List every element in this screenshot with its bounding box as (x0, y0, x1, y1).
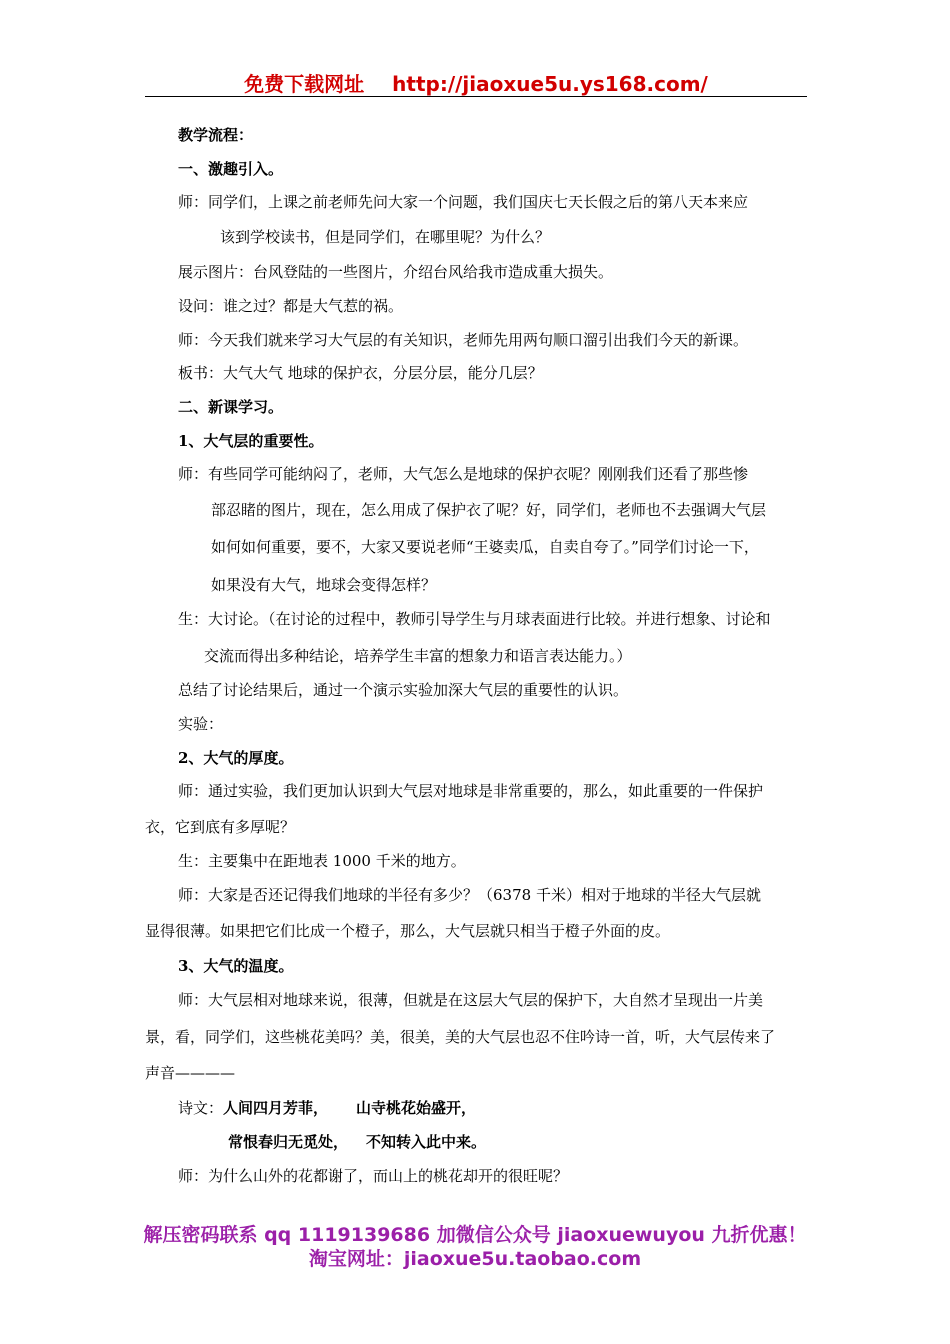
paragraph-line: 部忍睹的图片，现在，怎么用成了保护衣了呢？好，同学们，老师也不去强调大气层 (211, 501, 767, 519)
header-label: 免费下载网址 (244, 72, 365, 96)
poem-line-2 (228, 1132, 486, 1152)
paragraph-line: 景，看，同学们，这些桃花美吗？美，很美，美的大气层也忍不住吟诗一首，听，大气层传来了 (145, 1028, 776, 1046)
section-heading: 1、大气层的重要性。 (178, 432, 324, 450)
paragraph-line: 显得很薄。如果把它们比成一个橙子，那么，大气层就只相当于橙子外面的皮。 (145, 922, 671, 940)
paragraph-line: 师：通过实验，我们更加认识到大气层对地球是非常重要的，那么，如此重要的一件保护 (178, 782, 764, 800)
poem-verse-2b: 不知转入此中来。 (366, 1133, 487, 1151)
paragraph-line: 师：大家是否还记得我们地球的半径有多少？（6378 千米）相对于地球的半径大气层就 (178, 886, 761, 904)
section-heading: 二、新课学习。 (178, 398, 284, 416)
header-url-link[interactable]: http://jiaoxue5u.ys168.com/ (392, 72, 708, 96)
header-divider (145, 96, 807, 97)
paragraph-line: 师：同学们，上课之前老师先问大家一个问题，我们国庆七天长假之后的第八天本来应 (178, 193, 749, 211)
paragraph-line: 如果没有大气，地球会变得怎样？ (211, 576, 437, 594)
poem-verse-1a: 人间四月芳菲， (223, 1099, 329, 1117)
paragraph-line: 师：大气层相对地球来说，很薄，但就是在这层大气层的保护下，大自然才呈现出一片美 (178, 991, 764, 1009)
section-heading: 2、大气的厚度。 (178, 749, 294, 767)
section-heading: 一、激趣引入。 (178, 160, 284, 178)
paragraph-last: 师：为什么山外的花都谢了，而山上的桃花却开的很旺呢？ (178, 1167, 569, 1185)
paragraph-line: 总结了讨论结果后，通过一个演示实验加深大气层的重要性的认识。 (178, 681, 629, 699)
section-heading: 教学流程： (178, 126, 254, 144)
poem-label: 诗文： (178, 1099, 224, 1117)
paragraph-line: 实验： (178, 715, 224, 733)
footer-contact: 解压密码联系 qq 1119139686 加微信公众号 jiaoxuewuyou 九折优惠！ (143, 1224, 807, 1246)
poem-verse-2a: 常恨春归无觅处， (228, 1133, 349, 1151)
header-banner (145, 68, 807, 94)
paragraph-line: 该到学校读书，但是同学们，在哪里呢？为什么？ (220, 228, 551, 246)
paragraph-line: 衣，它到底有多厚呢？ (145, 818, 296, 836)
paragraph-line: 展示图片：台风登陆的一些图片，介绍台风给我市造成重大损失。 (178, 263, 614, 281)
footer-shop-url: 淘宝网址：jiaoxue5u.taobao.com (308, 1248, 642, 1270)
section-heading: 3、大气的温度。 (178, 957, 294, 975)
paragraph-line: 声音———— (145, 1064, 236, 1082)
paragraph-line: 设问：谁之过？都是大气惹的祸。 (178, 297, 404, 315)
paragraph-line: 师：今天我们就来学习大气层的有关知识，老师先用两句顺口溜引出我们今天的新课。 (178, 331, 749, 349)
paragraph-line: 生：大讨论。（在讨论的过程中，教师引导学生与月球表面进行比较。并进行想象、讨论和 (178, 610, 771, 628)
paragraph-line: 如何如何重要，要不，大家又要说老师“王婆卖瓜，自卖自夸了。”同学们讨论一下， (211, 538, 759, 556)
paragraph-line: 板书：大气大气 地球的保护衣，分层分层，能分几层？ (178, 364, 543, 382)
poem-line-1 (178, 1098, 476, 1118)
poem-verse-1b: 山寺桃花始盛开， (356, 1099, 477, 1117)
paragraph-line: 交流而得出多种结论，培养学生丰富的想象力和语言表达能力。） (204, 647, 632, 665)
paragraph-line: 生：主要集中在距地表 1000 千米的地方。 (178, 852, 466, 870)
paragraph-line: 师：有些同学可能纳闷了，老师，大气怎么是地球的保护衣呢？刚刚我们还看了那些惨 (178, 465, 749, 483)
